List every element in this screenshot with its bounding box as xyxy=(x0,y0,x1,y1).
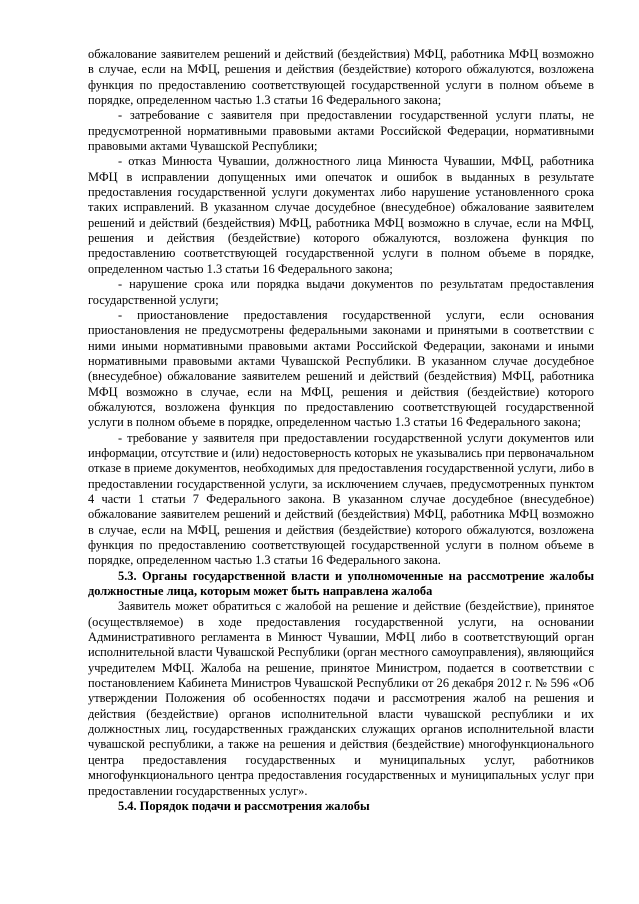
section-5-3-heading: 5.3. Органы государственной власти и уполномоченные на рассмотрение жалобы должностные лица, которым может быть направлена жалоба xyxy=(88,568,594,599)
paragraph-payment-demand: - затребование с заявителя при предоставлении государственной услуги платы, не предусмотренной нормативными правовыми актами Российской Федерации, нормативными правовыми актами Чувашской Республики; xyxy=(88,108,594,154)
paragraph-appeal-mfc: обжалование заявителем решений и действий (бездействия) МФЦ, работника МФЦ возможно в случае, если на МФЦ, решения и действия (бездействие) которого обжалуются, возложена функция по предоставлению соответствующей государственной услуги в полном объеме в порядке, определенном частью 1.3 статьи 16 Федерального закона; xyxy=(88,47,594,108)
section-5-4-heading: 5.4. Порядок подачи и рассмотрения жалобы xyxy=(118,798,370,813)
paragraph-deadline-violation: - нарушение срока или порядка выдачи документов по результатам предоставления государственной услуги; xyxy=(88,277,594,307)
document-page xyxy=(88,47,594,814)
paragraph-suspension: - приостановление предоставления государственной услуги, если основания приостановления не предусмотрены федеральными законами и принятыми в соответствии с ними иными нормативными правовыми актами Российской Федерации, законами и иными нормативными правовыми актами Чувашской Республики. В указанном случае досудебное (внесудебное) обжалование заявителем решений и действий (бездействия) МФЦ, работника МФЦ возможно в случае, если на МФЦ, решения и действия (бездействие) которого обжалуются, возложена функция по предоставлению соответствующей государственной услуги в полном объеме в порядке, определенном частью 1.3 статьи 16 Федерального закона; xyxy=(88,307,594,430)
paragraph-correction-refusal: - отказ Минюста Чувашии, должностного лица Минюста Чувашии, МФЦ, работника МФЦ в исправлении допущенных ими опечаток и ошибок в выданных в результате предоставления государственной услуги документах либо нарушение установленного срока таких исправлений. В указанном случае досудебное (внесудебное) обжалование заявителем решений и действий (бездействия) МФЦ, работника МФЦ возможно в случае, если на МФЦ, решения и действия (бездействие) которого обжалуются, возложена функция по предоставлению соответствующей государственной услуги в полном объеме в порядке, определенном частью 1.3 статьи 16 Федерального закона; xyxy=(88,154,594,276)
paragraph-documents-demand: - требование у заявителя при предоставлении государственной услуги документов или информации, отсутствие и (или) недостоверность которых не указывались при первоначальном отказе в приеме документов, необходимых для предоставления государственной услуги, либо в предоставлении государственной услуги, за исключением случаев, предусмотренных пунктом 4 части 1 статьи 7 Федерального закона. В указанном случае досудебное (внесудебное) обжалование заявителем решений и действий (бездействия) МФЦ, работника МФЦ возможно в случае, если на МФЦ, решения и действия (бездействие) которого обжалуются, возложена функция по предоставлению соответствующей государственной услуги в полном объеме в порядке, определенном частью 1.3 статьи 16 Федерального закона. xyxy=(88,430,594,568)
section-5-3-text: Заявитель может обратиться с жалобой на решение и действие (бездействие), принятое (осуществляемое) в ходе предоставления государственной услуги, на основании Административного регламента в Минюст Чувашии, МФЦ либо в соответствующий орган исполнительной власти Чувашской Республики (орган местного самоуправления), являющийся учредителем МФЦ. Жалоба на решение, принятое Министром, подается в соответствии с постановлением Кабинета Министров Чувашской Республики от 26 декабря 2012 г. № 596 «Об утверждении Положения об особенностях подачи и рассмотрения жалоб на решения и действия (бездействие) органов исполнительной власти чувашской республики и их должностных лиц, государственных гражданских служащих органов исполнительной власти чувашской республики, а также на решения и действия (бездействие) многофункционального центра предоставления государственных и муниципальных услуг, работников многофункционального центра предоставления государственных и муниципальных услуг при предоставлении государственных услуг». xyxy=(88,599,594,798)
